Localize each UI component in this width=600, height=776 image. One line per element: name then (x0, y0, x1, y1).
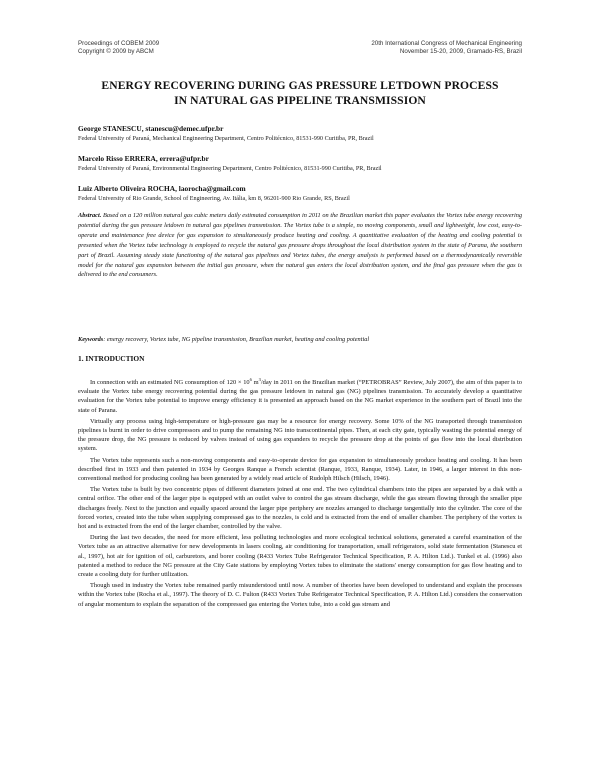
abstract-text: Based on a 120 million natural gas cubic meters daily estimated consumption in 2011 on the Brazilian market this paper evaluates the Vortex tube energy recovering potential during the gas pressure letdown in natural gas pipelines transmission. The Vortex tube is a simple, no moving components, small and lightweight, low cost, easy-to-operate and maintenance free device for gas expansion to simultaneously produce heating and cooling. A quantitative evaluation of the heating and cooling potential is presented when the Vortex tube technology is employed to recycle the natural gas pressure drops throughout the local distribution system in the state of Parana, the southern part of Brazil. Assuming steady state functioning of the natural gas pipelines and Vortex tubes, the energy analysis is performed based on a thermodynamically reversible model for the natural gas expansion between the initial gas pressure, when the natural gas enters the local distribution system, and the final gas pressure when the gas is delivered to the end consumers. (78, 212, 523, 279)
author-name: Luiz Alberto Oliveira ROCHA, laorocha@gmail.com (78, 184, 246, 193)
title-line-2: IN NATURAL GAS PIPELINE TRANSMISSION (174, 94, 426, 107)
paragraph: The Vortex tube is built by two concentric pipes of different diameters joined at one end. The two cylindrical chambers into the pipes are separated by a disk with a central orifice. The other end of the larger pipe is equipped with an outlet valve to control the gas stream discharge, while the gas stream flowing through the smaller pipe discharges freely. Next to the junction and equally spaced around the larger pipe periphery are nozzles arranged to discharge tangentially into the cylinder. The core of the forced vortex, created into the tube when supplying compressed gas to the nozzles, is cold and is extracted from the end of smaller chamber. The periphery of the vortex is hot and is extracted from the end of the larger chamber, controlled by the valve. (78, 486, 522, 531)
abstract (78, 211, 522, 280)
title-line-1: ENERGY RECOVERING DURING GAS PRESSURE LETDOWN PROCESS (101, 79, 499, 92)
author-block-3 (78, 184, 522, 203)
copyright-line: Copyright © 2009 by ABCM (78, 47, 154, 55)
keywords (78, 335, 522, 344)
running-header-left (78, 40, 159, 56)
author-name: George STANESCU, stanescu@demec.ufpr.br (78, 124, 224, 133)
author-block-2 (78, 154, 522, 173)
running-header-right (371, 40, 522, 56)
section-heading-introduction: 1. INTRODUCTION (78, 354, 145, 363)
author-affiliation: Federal University of Paraná, Mechanical Engineering Department, Centro Politécnico, 81531-990 Curitiba, PR, Brazil (78, 135, 374, 142)
paragraph: The Vortex tube represents such a non-moving components and easy-to-operate device for gas expansion to simultaneously produce heating and cooling. It has been described first in 1933 and then patented in 1934 by Georges Ranque a French scientist (Ranque, 1933, Ranque, 1934). Later, in 1946, a larger interest in this non-conventional method for producing cooling has been generated by a widely read article of Rudolph Hilsch (Hilsch, 1946). (78, 456, 522, 483)
paragraph: Virtually any process using high-temperature or high-pressure gas may be a resource for energy recovery. Some 10% of the NG transported through transmission pipelines is burnt in order to drive compressors and to pump the remaining NG into transcontinental pipes. Then, at each city gate, typically wasting the potential energy of the pressure drop, the NG pressure is reduced by valves instead of using gas expanders to recycle the pressure drop at the points of gas flow into the local distribution system. (78, 417, 522, 453)
congress-date-line: November 15-20, 2009, Gramado-RS, Brazil (399, 47, 522, 55)
paragraph: In connection with an estimated NG consumption of $120 \times 10^6$ $m^3$/day in 2011 on the Brazilian market (“PETROBRAS” Review, July 2007), the aim of this paper is to evaluate the Vortex tube energy recovering potential during the gas pressure letdown in natural gas (NG) pipelines transmission. To accurately develop a quantitative evaluation for the Vortex tube potential to improve energy efficiency it is presented an approach based on the NG market experience in the southern part of Brazil into the state of Parana. (78, 376, 522, 414)
introduction-body (78, 378, 522, 611)
paper-title (78, 78, 522, 108)
keywords-text: : energy recovery, Vortex tube, NG pipeline transmission, Brazilian market, heating and cooling potential (103, 336, 370, 343)
paragraph: During the last two decades, the need for more efficient, less polluting technologies and more ecological technical solutions, generated a careful examination of the Vortex tube as an attractive alternative for new developments in lasers cooling, air conditioning for transportation, small refrigerators, solid state fermentation (Stanescu et al., 1997), hot air for ignition of oil, carburetors, and borer cooling (R433 Vortex Tube Refrigerator Technical Specification, P. A. Hilton Ltd.). Tunkel et al. (1996) also patented a method to reduce the NG pressure at the City Gate stations by employing Vortex tubes to eliminate the stations' energy consumption for gas flow heating and to create a cooling duty for further utilization. (78, 534, 522, 579)
author-affiliation: Federal University of Rio Grande, School of Engineering, Av. Itália, km 8, 96201-900 Rio Grande, RS, Brazil (78, 195, 350, 202)
congress-line: 20th International Congress of Mechanical Engineering (371, 40, 522, 47)
author-affiliation: Federal University of Paraná, Environmental Engineering Department, Centro Politécnico, 81531-990 Curitiba, PR, Brazil (78, 165, 382, 172)
author-name: Marcelo Risso ERRERA, errera@ufpr.br (78, 154, 209, 163)
proceedings-line: Proceedings of COBEM 2009 (78, 40, 160, 47)
paragraph: Though used in industry the Vortex tube remained partly misunderstood until now. A number of theories have been developed to understand and explain the processes within the Vortex tube (Rocha et al., 1997). The theory of D. C. Fulton (R433 Vortex Tube Refrigerator Technical Specification, P. A. Hilton Ltd.) considers the conservation of angular momentum to explain the separation of the compressed gas entering the Vortex tube, into a cold gas stream and (78, 582, 522, 608)
abstract-label: Abstract. (78, 212, 102, 219)
keywords-label: Keywords (78, 336, 104, 343)
author-block-1 (78, 124, 522, 143)
